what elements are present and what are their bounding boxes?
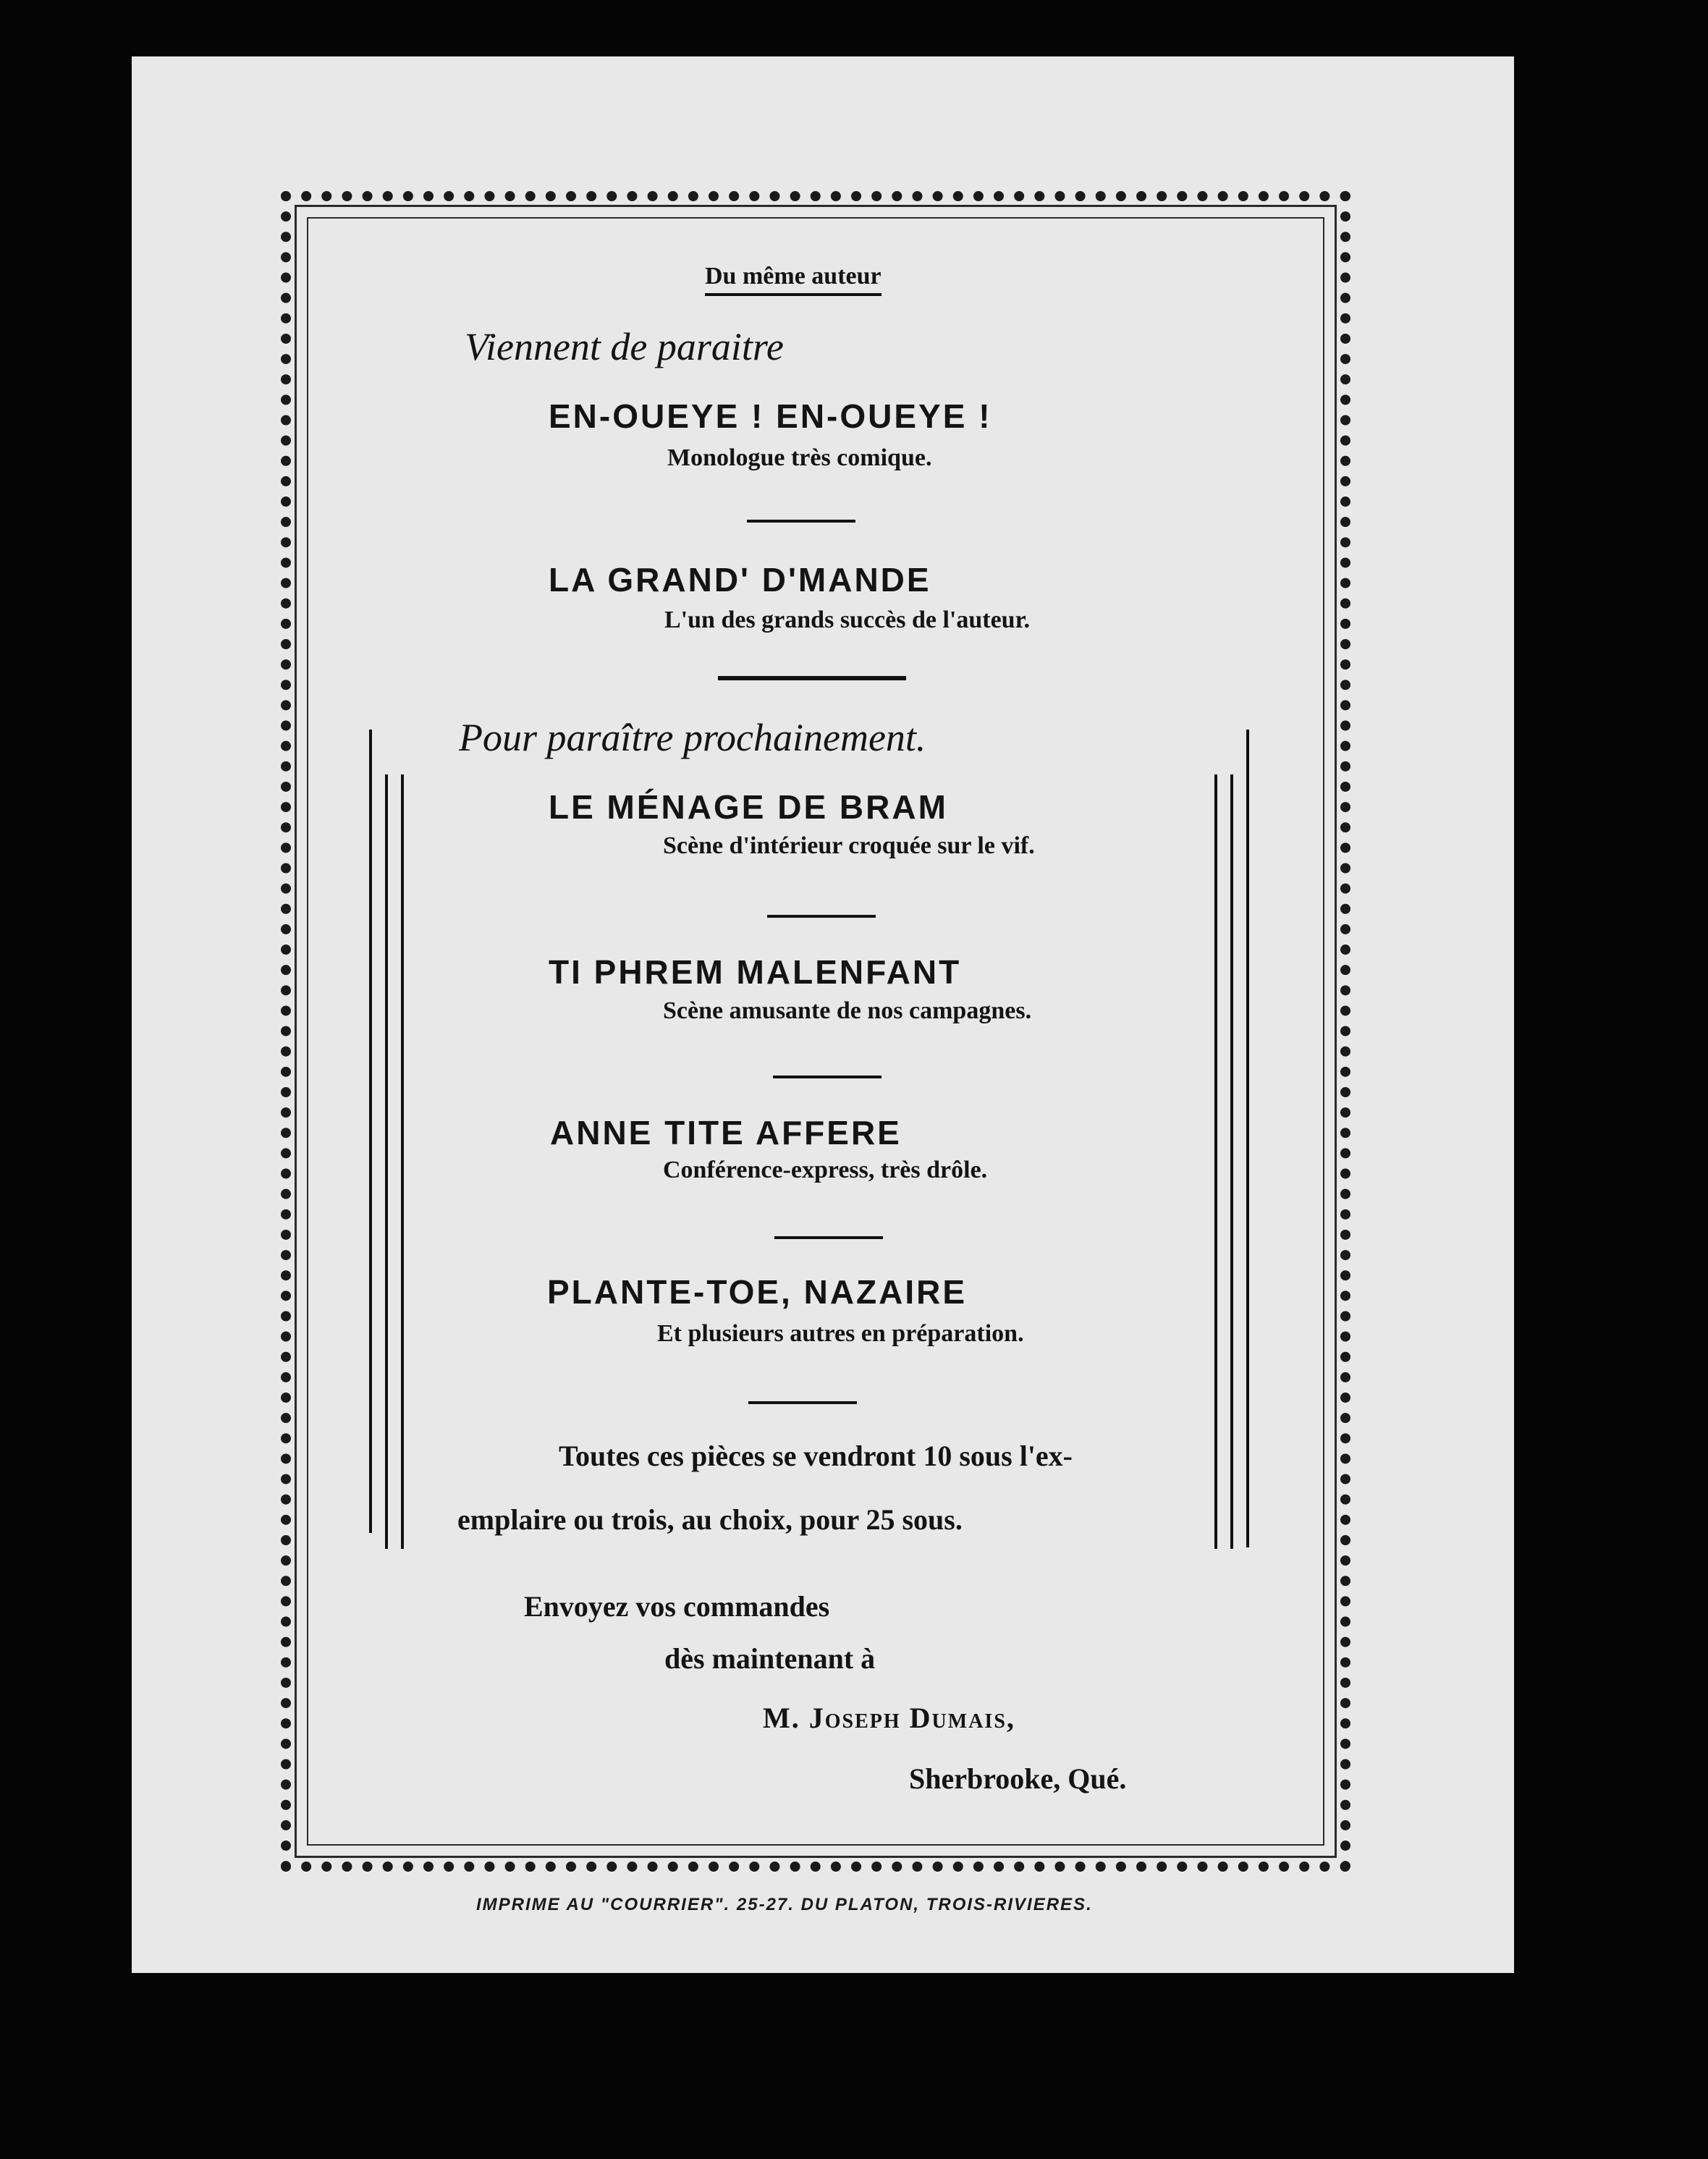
separator-rule: [747, 520, 855, 523]
header-label: Du même auteur: [705, 263, 882, 296]
publisher-name: M. Joseph Dumais,: [763, 1702, 1015, 1734]
left-inner-rule: [385, 774, 388, 1549]
work-subtitle: Scène amusante de nos campagnes.: [663, 997, 1032, 1024]
work-subtitle: Et plusieurs autres en préparation.: [657, 1320, 1024, 1347]
left-mid-rule: [401, 774, 404, 1549]
work-title: LE MÉNAGE DE BRAM: [549, 788, 948, 826]
order-instruction: dès maintenant à: [664, 1642, 876, 1675]
separator-rule: [767, 915, 876, 918]
work-title: EN-OUEYE ! EN-OUEYE !: [549, 397, 992, 435]
work-title: PLANTE-TOE, NAZAIRE: [547, 1273, 968, 1311]
work-title: ANNE TITE AFFERE: [550, 1114, 902, 1152]
work-subtitle: Conférence-express, très drôle.: [663, 1157, 988, 1183]
separator-rule: [773, 1076, 882, 1078]
order-instruction: Envoyez vos commandes: [524, 1590, 830, 1623]
work-subtitle: L'un des grands succès de l'auteur.: [664, 607, 1031, 633]
right-mid-rule: [1214, 774, 1217, 1549]
separator-rule: [774, 1236, 883, 1239]
section-heading: Viennent de paraitre: [465, 325, 784, 368]
left-outer-rule: [369, 730, 372, 1533]
work-title: LA GRAND' D'MANDE: [549, 561, 931, 599]
work-subtitle: Monologue très comique.: [667, 444, 932, 471]
right-inner-rule: [1230, 774, 1233, 1549]
document-page: [132, 56, 1514, 1973]
price-notice-line: Toutes ces pièces se vendront 10 sous l'ex-: [559, 1440, 1073, 1472]
printer-imprint: IMPRIME AU "COURRIER". 25-27. DU PLATON, TROIS-RIVIERES.: [476, 1895, 1093, 1914]
price-notice-line: emplaire ou trois, au choix, pour 25 sous.: [457, 1503, 963, 1536]
section-divider-rule: [718, 676, 906, 680]
right-outer-rule: [1246, 730, 1249, 1547]
work-title: TI PHREM MALENFANT: [549, 953, 962, 991]
section-heading: Pour paraître prochainement.: [459, 716, 926, 759]
separator-rule: [748, 1401, 857, 1404]
work-subtitle: Scène d'intérieur croquée sur le vif.: [663, 832, 1035, 859]
publisher-city: Sherbrooke, Qué.: [909, 1762, 1127, 1795]
